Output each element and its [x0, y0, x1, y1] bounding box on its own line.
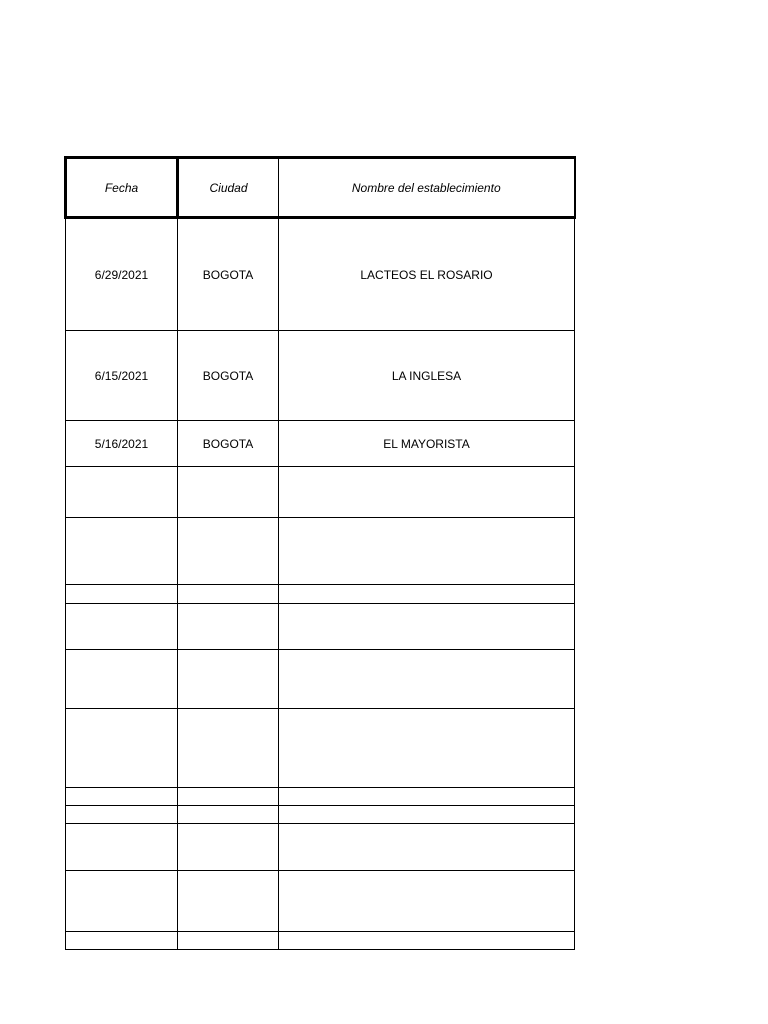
- header-nombre: Nombre del establecimiento: [279, 158, 575, 218]
- header-row: [66, 158, 575, 218]
- cell-nombre[interactable]: [279, 806, 575, 824]
- table-row: [66, 871, 575, 932]
- cell-fecha[interactable]: [66, 650, 178, 709]
- table-row: [66, 824, 575, 871]
- cell-ciudad[interactable]: BOGOTA: [178, 421, 279, 467]
- cell-nombre[interactable]: [279, 585, 575, 604]
- table-header: [66, 158, 575, 218]
- cell-fecha[interactable]: [66, 788, 178, 806]
- cell-ciudad[interactable]: BOGOTA: [178, 218, 279, 331]
- cell-ciudad[interactable]: [178, 806, 279, 824]
- cell-fecha[interactable]: [66, 871, 178, 932]
- cell-fecha[interactable]: [66, 709, 178, 788]
- table-row: [66, 604, 575, 650]
- cell-fecha[interactable]: [66, 824, 178, 871]
- cell-nombre[interactable]: [279, 650, 575, 709]
- cell-nombre[interactable]: [279, 932, 575, 950]
- cell-fecha[interactable]: [66, 806, 178, 824]
- table-row: [66, 709, 575, 788]
- header-fecha: Fecha: [66, 158, 178, 218]
- cell-ciudad[interactable]: [178, 871, 279, 932]
- table-row: [66, 932, 575, 950]
- cell-nombre[interactable]: [279, 467, 575, 518]
- spreadsheet-page: [64, 156, 573, 950]
- table-row: [66, 518, 575, 585]
- cell-nombre[interactable]: [279, 518, 575, 585]
- cell-nombre[interactable]: LACTEOS EL ROSARIO: [279, 218, 575, 331]
- cell-nombre[interactable]: [279, 604, 575, 650]
- table-row: [66, 788, 575, 806]
- cell-nombre[interactable]: EL MAYORISTA: [279, 421, 575, 467]
- cell-nombre[interactable]: [279, 709, 575, 788]
- cell-fecha[interactable]: 5/16/2021: [66, 421, 178, 467]
- cell-ciudad[interactable]: [178, 604, 279, 650]
- table-body: [66, 218, 575, 950]
- header-ciudad: Ciudad: [178, 158, 279, 218]
- cell-fecha[interactable]: [66, 518, 178, 585]
- cell-nombre[interactable]: LA INGLESA: [279, 331, 575, 421]
- cell-ciudad[interactable]: [178, 585, 279, 604]
- cell-ciudad[interactable]: [178, 824, 279, 871]
- cell-fecha[interactable]: 6/29/2021: [66, 218, 178, 331]
- cell-fecha[interactable]: [66, 467, 178, 518]
- table-row: [66, 421, 575, 467]
- table-row: [66, 650, 575, 709]
- cell-nombre[interactable]: [279, 788, 575, 806]
- table-row: [66, 331, 575, 421]
- table-row: [66, 467, 575, 518]
- table-row: [66, 585, 575, 604]
- cell-nombre[interactable]: [279, 824, 575, 871]
- cell-ciudad[interactable]: [178, 650, 279, 709]
- cell-fecha[interactable]: [66, 585, 178, 604]
- cell-ciudad[interactable]: [178, 788, 279, 806]
- cell-fecha[interactable]: 6/15/2021: [66, 331, 178, 421]
- cell-ciudad[interactable]: [178, 467, 279, 518]
- table-row: [66, 218, 575, 331]
- cell-ciudad[interactable]: BOGOTA: [178, 331, 279, 421]
- cell-ciudad[interactable]: [178, 518, 279, 585]
- cell-fecha[interactable]: [66, 932, 178, 950]
- table-row: [66, 806, 575, 824]
- cell-nombre[interactable]: [279, 871, 575, 932]
- cell-ciudad[interactable]: [178, 932, 279, 950]
- establishments-table: [64, 156, 576, 950]
- cell-ciudad[interactable]: [178, 709, 279, 788]
- cell-fecha[interactable]: [66, 604, 178, 650]
